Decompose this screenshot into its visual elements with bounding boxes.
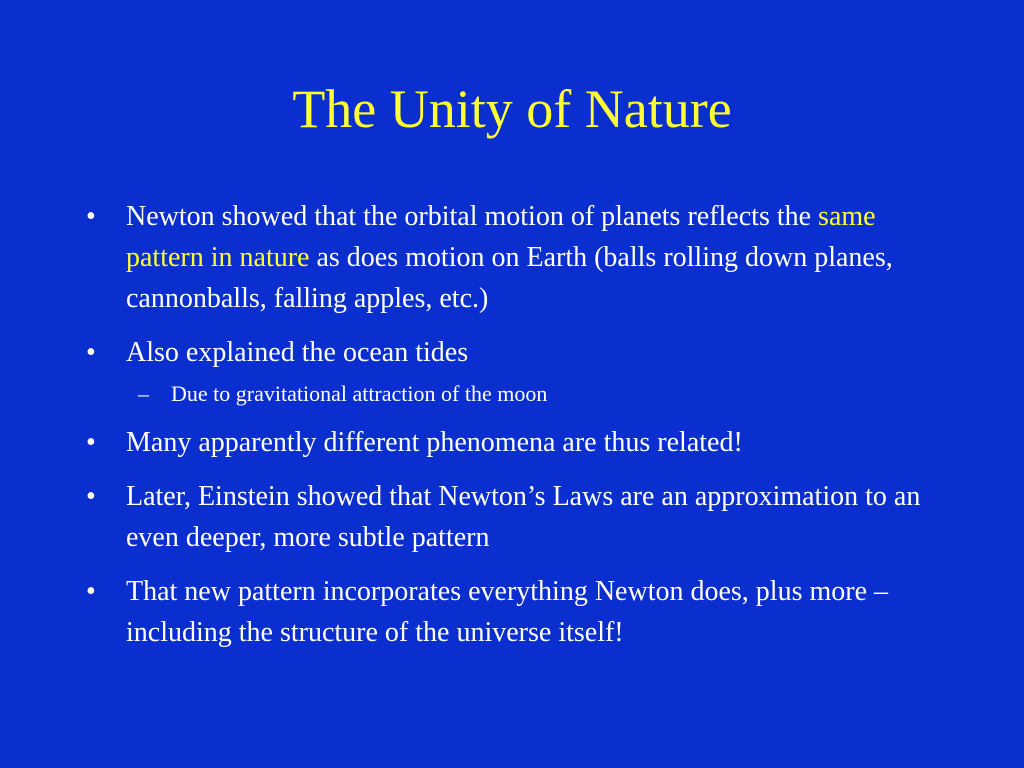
sub-bullet-marker: – [138,381,149,406]
bullet-text: That new pattern incorporates everything Newton does, plus more – including the structure of the universe itself! [126,576,889,648]
bullet-marker: • [86,481,96,512]
bullet-item-5 [0,571,926,653]
slide-title: The Unity of Nature [292,79,732,139]
bullet-text: as does motion on Earth (balls rolling down planes, cannonballs, falling apples, etc.) [126,242,893,314]
bullet-marker: • [86,427,96,458]
bullet-text: Newton showed that the orbital motion of planets reflects the [126,201,819,232]
bullet-list [0,196,1024,666]
bullet-item-2 [0,332,926,373]
sub-bullet-text: Due to gravitational attraction of the moon [171,381,548,406]
highlighted-phrase: same pattern in nature [126,201,876,273]
bullet-marker: • [86,201,96,232]
bullet-item-4 [0,476,926,558]
bullet-text: Later, Einstein showed that Newton’s Laws are an approximation to an even deeper, more subtle pattern [126,481,921,553]
sub-bullet-item-1 [0,378,951,410]
bullet-marker: • [86,576,96,607]
bullet-item-3 [0,422,926,463]
bullet-marker: • [86,337,96,368]
bullet-item-1 [0,196,926,319]
bullet-text: Also explained the ocean tides [126,337,469,368]
bullet-text: Many apparently different phenomena are thus related! [126,427,743,458]
